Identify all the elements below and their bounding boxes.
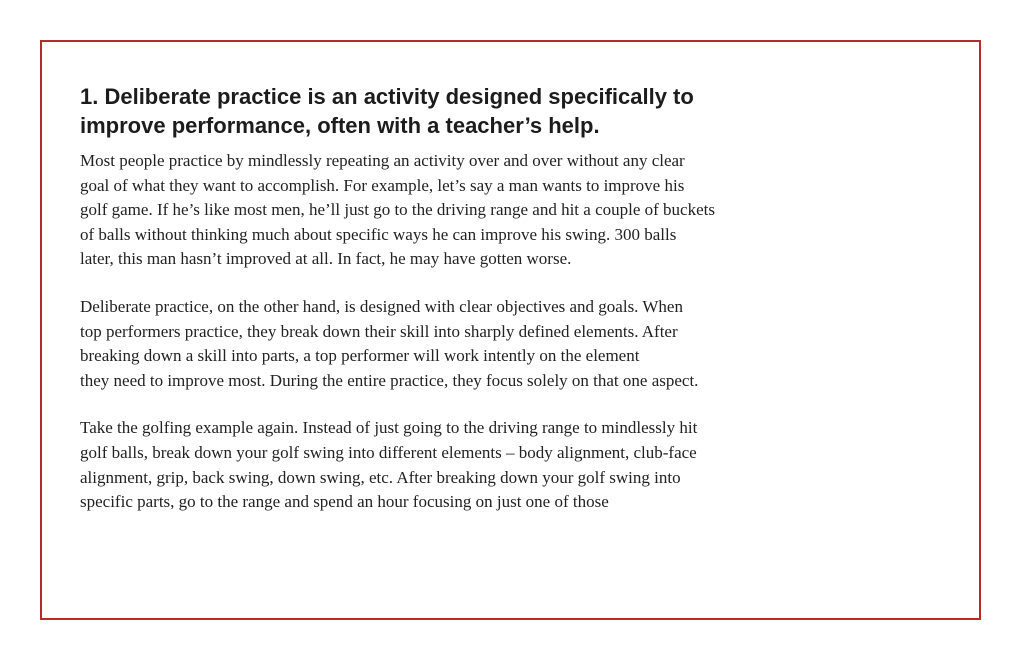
heading-line: 1. Deliberate practice is an activity designed specifically to [80, 84, 694, 109]
paragraph-line: Deliberate practice, on the other hand, is designed with clear objectives and goals. When [80, 296, 683, 316]
paragraph-line: of balls without thinking much about specific ways he can improve his swing. 300 balls [80, 224, 677, 244]
paragraph-line: Most people practice by mindlessly repeating an activity over and over without any clear [80, 151, 685, 170]
paragraph-line: golf balls, break down your golf swing into different elements – body alignment, club-face [80, 442, 697, 462]
paragraph-line: Take the golfing example again. Instead of just going to the driving range to mindlessly hit [80, 418, 698, 438]
slide-content [80, 82, 880, 515]
paragraph-mindless-practice [80, 149, 880, 272]
paragraph-line: specific parts, go to the range and spend an hour focusing on just one of those [80, 492, 609, 512]
paragraph-deliberate-practice [80, 295, 880, 393]
slide-heading [80, 82, 880, 140]
paragraph-line: they need to improve most. During the entire practice, they focus solely on that one aspect. [80, 370, 699, 390]
paragraph-line: alignment, grip, back swing, down swing, etc. After breaking down your golf swing into [80, 467, 681, 487]
paragraph-line: goal of what they want to accomplish. For example, let’s say a man wants to improve his [80, 175, 685, 195]
paragraph-line: golf game. If he’s like most men, he’ll just go to the driving range and hit a couple of buckets [80, 200, 715, 220]
paragraph-line: later, this man hasn’t improved at all. In fact, he may have gotten worse. [80, 249, 572, 269]
paragraph-golf-example [80, 416, 880, 514]
paragraph-line: breaking down a skill into parts, a top performer will work intently on the element [80, 346, 640, 366]
paragraph-line: top performers practice, they break down their skill into sharply defined elements. After [80, 321, 678, 341]
heading-line: improve performance, often with a teacher’s help. [80, 113, 600, 138]
